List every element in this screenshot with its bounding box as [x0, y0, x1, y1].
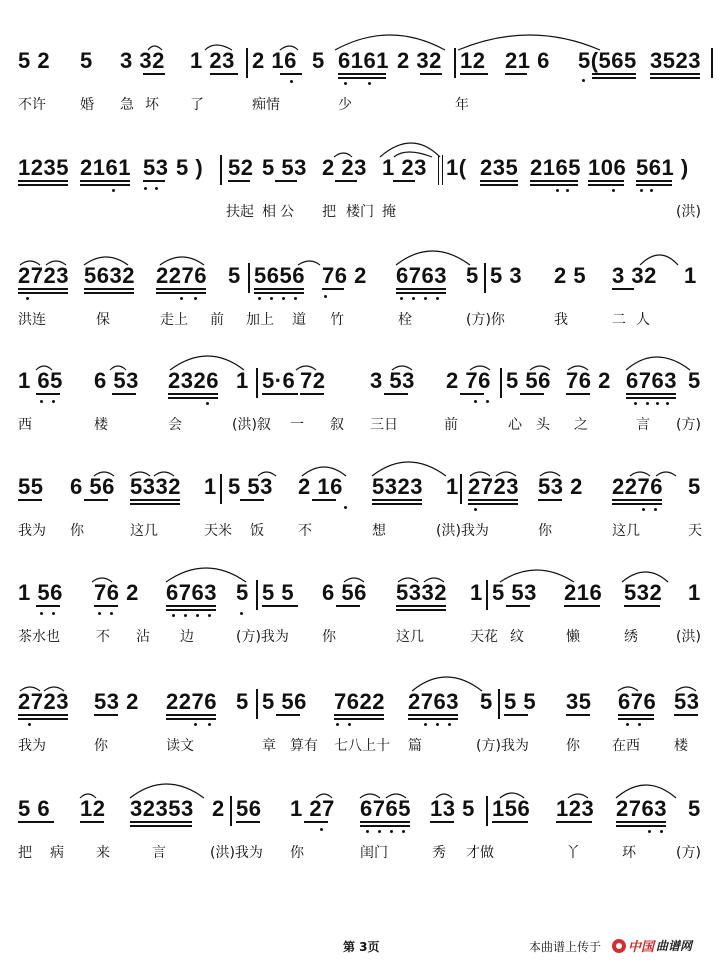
note: 5 [236, 689, 249, 714]
note: 5 [236, 580, 249, 605]
note: 2 76 [446, 368, 491, 393]
lyric: 楼 [674, 738, 688, 754]
note: 2276 [612, 474, 663, 499]
lyric: 章 [262, 738, 276, 754]
lyrics-row [0, 842, 720, 864]
lyric: 不许 [18, 97, 46, 113]
note: 3 32 [612, 263, 657, 288]
lyric: 绣 [624, 629, 638, 645]
lyric: 坏 [145, 97, 159, 113]
note: 1 65 [18, 368, 63, 393]
lyric: 读文 [166, 738, 194, 754]
lyric: 在西 [612, 738, 640, 754]
note: 5 [466, 263, 479, 288]
lyric: 天 [688, 523, 702, 539]
lyric: 你 [94, 738, 108, 754]
note: 2 16 [298, 474, 343, 499]
note: 5 53 [492, 580, 537, 605]
note: 2763 [408, 689, 459, 714]
note: 1 [204, 474, 217, 499]
lyric: 你 [70, 523, 84, 539]
lyric: 言 [152, 845, 166, 861]
beam-lines [0, 714, 720, 730]
note: 2723 [468, 474, 519, 499]
note: 56 [236, 796, 262, 821]
note: 12 [80, 796, 106, 821]
note: 53 2 [538, 474, 583, 499]
lyrics-row [0, 520, 720, 542]
note: 1( [446, 155, 467, 180]
note: 5 [480, 689, 493, 714]
note: 2276 [156, 263, 207, 288]
lyric: 天花 [470, 629, 498, 645]
note: 5 56 [506, 368, 551, 393]
lyric: 二 [612, 312, 626, 328]
lyric: 公 [280, 204, 294, 220]
lyric: 懒 [566, 629, 580, 645]
note: 6763 [396, 263, 447, 288]
note: 52 [228, 155, 254, 180]
lyric: 你 [322, 629, 336, 645]
note: 6763 [166, 580, 217, 605]
lyric: 闺门 [360, 845, 388, 861]
note: 32353 [130, 796, 194, 821]
note: 235 [480, 155, 519, 180]
note: 5 5 [504, 689, 537, 714]
beam-lines [0, 73, 720, 89]
note: 5656 [254, 263, 305, 288]
upload-note: 本曲谱上传于 [529, 940, 602, 954]
staff-line-2 [0, 155, 720, 230]
note: 6 53 [94, 368, 139, 393]
lyric: (洪)叙 [232, 417, 271, 433]
lyric: 掩 [382, 204, 396, 220]
note: 76 2 [322, 263, 367, 288]
lyric: 竹 [330, 312, 344, 328]
note: 6161 [338, 48, 389, 73]
note: 2 [212, 796, 225, 821]
lyric: 心 [508, 417, 522, 433]
note: 5 6 [18, 796, 51, 821]
lyric: (方)我为 [236, 629, 289, 645]
note: 2 23 [322, 155, 367, 180]
lyric: 你 [566, 738, 580, 754]
note: 5(565 [578, 48, 637, 73]
lyric: (洪)我为 [436, 523, 489, 539]
lyric: 把 [18, 845, 32, 861]
lyric: (洪)我为 [210, 845, 263, 861]
lyric: 我为 [18, 523, 46, 539]
note: 5 3 [490, 263, 523, 288]
note: 76 2 [566, 368, 611, 393]
staff-line-8 [0, 796, 720, 871]
lyric: 我为 [18, 738, 46, 754]
note: 2 32 [397, 48, 442, 73]
lyrics-row [0, 735, 720, 757]
beam-lines [0, 180, 720, 196]
lyric: 叙 [330, 417, 344, 433]
lyric: 人 [636, 312, 650, 328]
lyric: 天米 [204, 523, 232, 539]
lyric: 婚 [80, 97, 94, 113]
beam-lines [0, 605, 720, 621]
lyric: 这几 [612, 523, 640, 539]
lyric: 三日 [370, 417, 398, 433]
lyric: 想 [372, 523, 386, 539]
staff-line-5 [0, 474, 720, 549]
lyric: 你 [538, 523, 552, 539]
note: 561 ) [636, 155, 689, 180]
lyric: 才做 [466, 845, 494, 861]
lyric: 前 [444, 417, 458, 433]
lyric: 急 [120, 97, 134, 113]
note: 5 5 [262, 580, 295, 605]
note: 5 53 [262, 155, 307, 180]
lyric: (洪) [676, 629, 701, 645]
note: 53 2 [94, 689, 139, 714]
lyric: 道 [292, 312, 306, 328]
lyric: 会 [168, 417, 182, 433]
note: 1 [236, 368, 249, 393]
note: 6 56 [70, 474, 115, 499]
lyric: 栓 [398, 312, 412, 328]
lyric: 你 [290, 845, 304, 861]
lyric: 病 [50, 845, 64, 861]
note: 6765 [360, 796, 411, 821]
note: 1 23 [382, 155, 427, 180]
lyric: 年 [455, 97, 469, 113]
note: 13 5 [430, 796, 475, 821]
note: 3 32 [120, 48, 165, 73]
note: 2276 [166, 689, 217, 714]
lyric: 头 [536, 417, 550, 433]
lyric: 加上 [246, 312, 274, 328]
note: 7622 [334, 689, 385, 714]
note: 676 [618, 689, 657, 714]
note: 3 53 [370, 368, 415, 393]
beam-lines [0, 499, 720, 515]
note: 1 [446, 474, 459, 499]
lyric: 痴情 [252, 97, 280, 113]
page-number: 第 3页 [343, 940, 380, 954]
staff-line-1 [0, 48, 720, 123]
site-logo[interactable] [612, 936, 692, 955]
note: 6 56 [322, 580, 367, 605]
lyrics-row [0, 309, 720, 331]
note: 5 56 [262, 689, 307, 714]
lyric: 西 [18, 417, 32, 433]
note: 5 53 [228, 474, 273, 499]
lyrics-row [0, 94, 720, 116]
lyric: 茶水也 [18, 629, 60, 645]
note: 2326 [168, 368, 219, 393]
note: 53 [143, 155, 169, 180]
lyric: 丫 [566, 845, 580, 861]
note: 106 [588, 155, 627, 180]
lyric: 沾 [136, 629, 150, 645]
lyric: 算有 [290, 738, 318, 754]
note: 5 [688, 474, 701, 499]
lyric: 扶起 [226, 204, 254, 220]
note: 156 [492, 796, 531, 821]
lyric: 相 [262, 204, 276, 220]
lyric: 七八上十 [334, 738, 390, 754]
lyric: 这几 [396, 629, 424, 645]
lyric: (洪) [676, 204, 701, 220]
note: 1235 [18, 155, 69, 180]
note: 21 6 [505, 48, 550, 73]
note: 5 [312, 48, 325, 73]
lyric: 这几 [130, 523, 158, 539]
note: 5·6 [262, 368, 296, 393]
note: 123 [556, 796, 595, 821]
note: 5323 [372, 474, 423, 499]
note: 5632 [84, 263, 135, 288]
logo-icon [612, 939, 626, 953]
lyric: 环 [622, 845, 636, 861]
page-footer [0, 936, 720, 956]
note: 2723 [18, 689, 69, 714]
note: 216 [564, 580, 603, 605]
lyric: 我 [554, 312, 568, 328]
note: 55 [18, 474, 44, 499]
note: 2161 [80, 155, 131, 180]
note: 1 [470, 580, 483, 605]
note: 35 [566, 689, 592, 714]
note: 532 [624, 580, 663, 605]
lyric: 言 [636, 417, 650, 433]
lyric: 不 [298, 523, 312, 539]
note: 5332 [130, 474, 181, 499]
note: 1 [688, 580, 701, 605]
note: 5 2 [18, 48, 51, 73]
note: 53 [674, 689, 700, 714]
note: 1 23 [190, 48, 235, 73]
lyric: 走上 [160, 312, 188, 328]
note: 1 56 [18, 580, 63, 605]
note: 72 [300, 368, 326, 393]
lyric: 了 [190, 97, 204, 113]
lyric: 来 [96, 845, 110, 861]
lyric: 楼 [94, 417, 108, 433]
lyric: 保 [96, 312, 110, 328]
staff-line-6 [0, 580, 720, 655]
note: 6763 [626, 368, 677, 393]
logo-text-primary: 中国 [628, 940, 655, 955]
lyric: 少 [338, 97, 352, 113]
note: 76 2 [94, 580, 139, 605]
lyric: 篇 [408, 738, 422, 754]
beam-lines [0, 288, 720, 304]
lyric: 边 [180, 629, 194, 645]
note: 1 [684, 263, 697, 288]
staff-line-7 [0, 689, 720, 764]
lyric: 前 [210, 312, 224, 328]
lyric: 饭 [250, 523, 264, 539]
lyric: 秀 [432, 845, 446, 861]
note: 2 5 [554, 263, 587, 288]
note: 5 [688, 796, 701, 821]
note: 2 16 [252, 48, 297, 73]
lyric: 楼门 [346, 204, 374, 220]
staff-line-4 [0, 368, 720, 443]
logo-text-secondary: 曲谱网 [656, 939, 693, 953]
lyric: (方) [676, 845, 701, 861]
lyric: 洪连 [18, 312, 46, 328]
note: 12 [460, 48, 486, 73]
note: 3523 [650, 48, 701, 73]
note: 2723 [18, 263, 69, 288]
lyric: 纹 [510, 629, 524, 645]
note: 5332 [396, 580, 447, 605]
lyric: 一 [290, 417, 304, 433]
beam-lines [0, 821, 720, 837]
staff-line-3 [0, 263, 720, 338]
lyric: (方)我为 [476, 738, 529, 754]
note: 5 [688, 368, 701, 393]
lyric: 把 [322, 204, 336, 220]
note: 1 27 [290, 796, 335, 821]
lyrics-row [0, 626, 720, 648]
lyric: 之 [574, 417, 588, 433]
lyric: (方)你 [466, 312, 505, 328]
lyric: (方) [676, 417, 701, 433]
lyrics-row [0, 414, 720, 436]
note: 2165 [530, 155, 581, 180]
beam-lines [0, 393, 720, 409]
lyric: 不 [96, 629, 110, 645]
note: 2763 [616, 796, 667, 821]
note: 5 [80, 48, 93, 73]
note: 5 [228, 263, 241, 288]
lyrics-row [0, 201, 720, 223]
note: 5 ) [176, 155, 204, 180]
